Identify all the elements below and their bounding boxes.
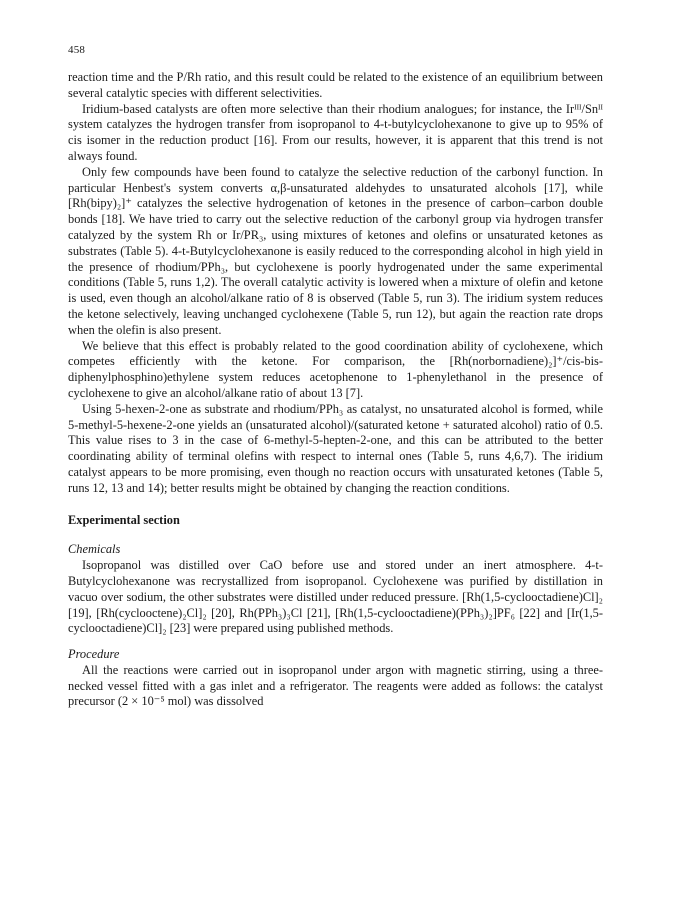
- section-title: Experimental section: [68, 512, 180, 527]
- paragraph-continuation: reaction time and the P/Rh ratio, and this result could be related to the existence of an equilibrium between several catalytic species with different selectivities.: [68, 70, 603, 100]
- article-body: [68, 70, 603, 710]
- paragraph-cyclohexene-effect: We believe that this effect is probably related to the good coordination ability of cyclohexene, which competes efficiently with the ketone. For comparison, the [Rh(norbornadiene)₂]⁺/cis-bis-diphenylphosphino)ethylene system reduces acetophenone to 1-phenylethanol in the presence of cyclohexene to give an alcohol/alkane ratio of about 13 [7].: [68, 338, 603, 400]
- chemicals-heading: Chemicals: [68, 542, 121, 557]
- procedure-heading: Procedure: [68, 647, 120, 662]
- paragraph-selective-reduction: Only few compounds have been found to catalyze the selective reduction of the carbonyl function. In particular Henbest's system converts α,β-unsaturated aldehydes to unsaturated alcohols [17], while [Rh(bipy)₂]⁺ catalyzes the selective hydrogenation of ketones in the presence of carbon–carbon double bonds [18]. We have tried to carry out the selective reduction of the carbonyl group via hydrogen transfer catalyzed by the system Rh or Ir/PR₃, using mixtures of ketones and olefins or unsaturated ketones as substrates (Table 5). 4-t-Butylcyclohexanone is easily reduced to the corresponding alcohol in high yield in the presence of rhodium/PPh₃, but cyclohexene is poorly hydrogenated under the same experimental conditions (Table 5, runs 1,2). The overall catalytic activity is lowered when a mixture of olefin and ketone is used, even though an alcohol/alkane ratio of 8 is observed (Table 5, run 3). The iridium system reduces the ketone selectively, leaving unchanged cyclohexene (Table 5, run 12), but again the reaction rate drops when the olefin is also present.: [68, 164, 603, 337]
- procedure-paragraph: All the reactions were carried out in isopropanol under argon with magnetic stirring, using a three-necked vessel fitted with a gas inlet and a refrigerator. The reagents were added as follows: the catalyst precursor (2 × 10⁻⁵ mol) was dissolved: [68, 662, 603, 709]
- paragraph-iridium-catalysts: Iridium-based catalysts are often more selective than their rhodium analogues; for instance, the Irᴵᴵᴵ/Snᴵᴵ system catalyzes the hydrogen transfer from isopropanol to 4-t-butylcyclohexanone to give up to 95% of cis isomer in the reduction product [16]. From our results, however, it is apparent that this trend is not always found.: [68, 101, 603, 163]
- page-number: 458: [68, 44, 86, 56]
- chemicals-paragraph: Isopropanol was distilled over CaO before use and stored under an inert atmosphere. 4-t-Butylcyclohexanone was recrystallized from isopropanol. Cyclohexene was purified by distillation in vacuo over sodium, the other substrates were distilled under reduced pressure. [Rh(1,5-cyclooctadiene)Cl]₂ [19], [Rh(cyclooctene)₂Cl]₂ [20], Rh(PPh₃)₃Cl [21], [Rh(1,5-cyclooctadiene)(PPh₃)₂]PF₆ [22] and [Ir(1,5-cyclooctadiene)Cl]₂ [23] were prepared using published methods.: [68, 558, 603, 636]
- paragraph-hexenone: Using 5-hexen-2-one as substrate and rhodium/PPh₃ as catalyst, no unsaturated alcohol is formed, while 5-methyl-5-hexene-2-one yields an (unsaturated alcohol)/(saturated ketone + saturated alcohol) ratio of 0.5. This value rises to 3 in the case of 6-methyl-5-hepten-2-one, and this can be attributed to the better coordinating ability of terminal olefins with respect to internal ones (Table 5, runs 4,6,7). The iridium catalyst appears to be more promising, even though no reaction occurs with unsaturated ketones (Table 5, runs 12, 13 and 14); better results might be obtained by changing the reaction conditions.: [68, 401, 603, 495]
